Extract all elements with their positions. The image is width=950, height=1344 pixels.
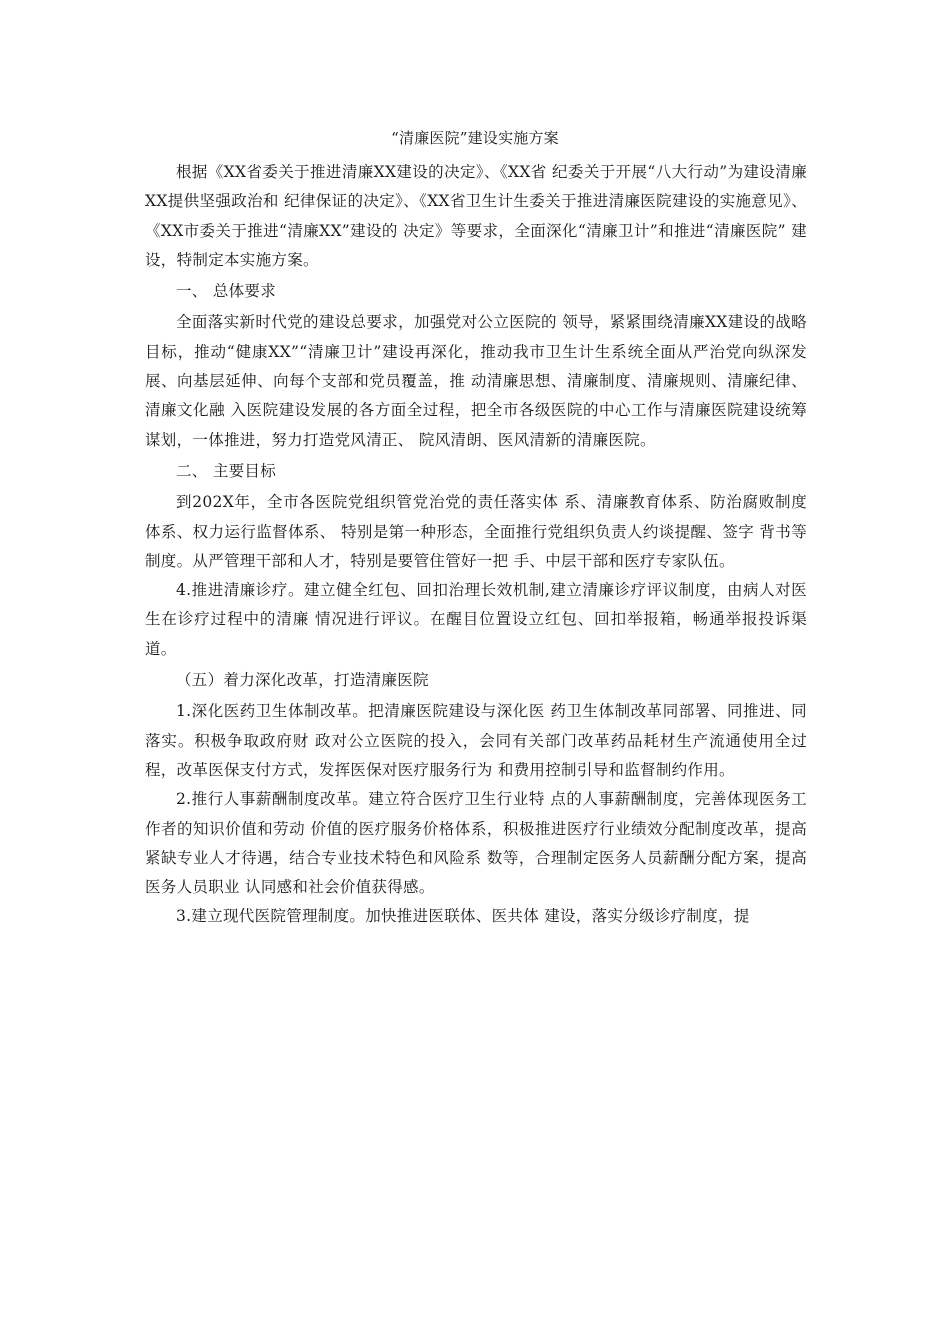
paragraph-general-requirements: 全面落实新时代党的建设总要求，加强党对公立医院的 领导，紧紧围绕清廉XX建设的战略目标，推动“健康XX”“清廉卫计”建设再深化，推动我市卫生计生系统全面从严治党向纵深发展、向基层延伸、向每个支部和党员覆盖，推 动清廉思想、清廉制度、清廉规则、清廉纪律、清廉文化融 入医院建设发展的各方面全过程，把全市各级医院的中心工作与清廉医院建设统筹谋划，一体推进，努力打造党风清正、 院风清朗、医风清新的清廉医院。 (145, 313, 807, 449)
section-heading-general-requirements: 一、 总体要求 (176, 282, 277, 301)
paragraph-clean-diagnosis: 4.推进清廉诊疗。建立健全红包、回扣治理长效机制,建立清廉诊疗评议制度，由病人对医生在诊疗过程中的清廉 情况进行评议。在醒目位置设立红包、回扣举报箱，畅通举报投诉渠道。 (145, 581, 807, 658)
paragraph-modern-hospital: 3.建立现代医院管理制度。加快推进医联体、医共体 建设，落实分级诊疗制度，提 (176, 907, 750, 926)
document-body (145, 158, 807, 932)
section-heading-main-goals: 二、 主要目标 (176, 461, 277, 480)
section-heading-deepen-reform: （五）着力深化改革，打造清廉医院 (176, 671, 429, 690)
paragraph-personnel-reform: 2.推行人事薪酬制度改革。建立符合医疗卫生行业特 点的人事薪酬制度，完善体现医务工作者的知识价值和劳动 价值的医疗服务价格体系，积极推进医疗行业绩效分配制度改革，提高紧缺专业人才待遇，结合专业技术特色和风险系 数等，合理制定医务人员薪酬分配方案，提高医务人员职业 认同感和社会价值获得感。 (145, 790, 807, 897)
document-title: “清廉医院”建设实施方案 (391, 129, 559, 147)
paragraph-intro: 根据《XX省委关于推进清廉XX建设的决定》、《XX省 纪委关于开展“八大行动”为建设清廉XX提供坚强政治和 纪律保证的决定》、《XX省卫生计生委关于推进清廉医院建设的实施意见》、《XX市委关于推进“清廉XX”建设的 决定》等要求，全面深化“清廉卫计”和推进“清廉医院” 建设，特制定本实施方案。 (145, 163, 807, 269)
paragraph-medical-reform: 1.深化医药卫生体制改革。把清廉医院建设与深化医 药卫生体制改革同部署、同推进、同落实。积极争取政府财 政对公立医院的投入，会同有关部门改革药品耗材生产流通使用全过程，改革医保支付方式，发挥医保对医疗服务行为 和费用控制引导和监督制约作用。 (145, 702, 807, 779)
paragraph-main-goals: 到202X年，全市各医院党组织管党治党的责任落实体 系、清廉教育体系、防治腐败制度体系、权力运行监督体系、 特别是第一种形态，全面推行党组织负责人约谈提醒、签字 背书等制度。从严管理干部和人才，特别是要管住管好一把 手、中层干部和医疗专家队伍。 (145, 493, 807, 570)
